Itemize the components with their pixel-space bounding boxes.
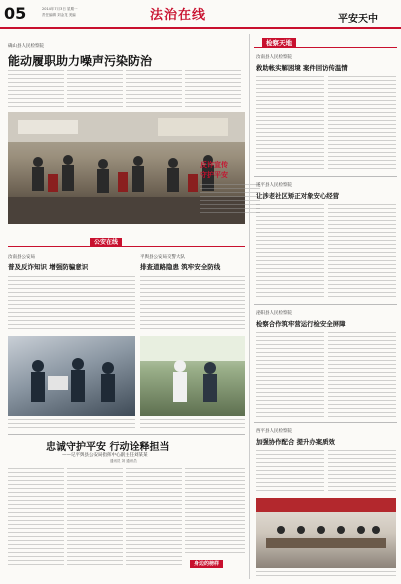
story3-headline: 排查道路隐患 筑牢安全防线 xyxy=(140,263,221,271)
traffic-police-illustration xyxy=(140,336,245,416)
right-story2-kicker: 遂平县人民检察院 xyxy=(256,183,292,188)
column-divider xyxy=(249,34,250,579)
right-story4-body-col2 xyxy=(328,450,396,494)
feature-byline: 通讯员 刘 通讯员 xyxy=(110,459,137,463)
feature-body-col2 xyxy=(67,468,123,568)
procuratorate-band-rule xyxy=(254,47,397,48)
right-story4-kicker: 西平县人民检察院 xyxy=(256,429,292,434)
feature-body-col4 xyxy=(185,468,245,556)
right-story3-body-col2 xyxy=(328,332,396,418)
story3-kicker: 平舆县公安局交警大队 xyxy=(140,255,185,260)
right-story3-body-col1 xyxy=(256,332,324,418)
right-story1-body-col1 xyxy=(256,76,324,172)
right-story3-kicker: 泌阳县人民检察院 xyxy=(256,311,292,316)
feature-divider xyxy=(8,434,245,435)
story1-body-col2 xyxy=(67,70,123,110)
story1-headline: 能动履职助力噪声污染防治 xyxy=(8,54,153,68)
date-line-2: 责任编辑 刘金龙 美编 xyxy=(42,13,76,17)
meeting-illustration xyxy=(256,498,396,568)
right-divider-1 xyxy=(254,176,397,177)
story3-body xyxy=(140,276,245,332)
bottom-link-label[interactable]: 身边的榜样 xyxy=(190,560,223,568)
right-story4-photo-caption xyxy=(256,571,396,579)
right-story2-headline: 让涉老社区矫正对象安心经营 xyxy=(256,192,340,200)
story2-headline: 普及反诈知识 增强防骗意识 xyxy=(8,263,89,271)
right-story1-body-col2 xyxy=(328,76,396,172)
story1-body-col1 xyxy=(8,70,64,110)
photo-overlay-title: 反诈宣传 守护平安 xyxy=(200,161,228,179)
masthead-rule xyxy=(0,27,401,29)
paper-title: 法治在线 xyxy=(150,8,207,23)
story1-body-col4 xyxy=(185,70,241,110)
section-title: 平安天中 xyxy=(338,14,378,25)
right-story2-body-col1 xyxy=(256,204,324,300)
feature-headline: 忠诚守护平安 行动诠释担当 xyxy=(46,442,170,453)
procuratorate-section-band: 检察天地 xyxy=(262,38,296,48)
right-divider-2 xyxy=(254,304,397,305)
story2-body xyxy=(8,276,135,332)
right-story3-headline: 检察合作筑牢营运行检安全屏障 xyxy=(256,320,346,328)
story1-kicker: 确山县人民检察院 xyxy=(8,44,44,49)
feature-subhead: ——记平舆县公安局指挥中心副主任刘某某 xyxy=(62,453,148,458)
right-story2-body-col2 xyxy=(328,204,396,300)
masthead xyxy=(0,0,401,30)
story1-body-col3 xyxy=(126,70,182,110)
police-section-band: 公安在线 xyxy=(90,238,122,247)
page-number: 05 xyxy=(4,4,27,23)
story2-kicker: 汝南县公安局 xyxy=(8,255,35,260)
right-story1-headline: 救助帐实解困境 案件回访传温情 xyxy=(256,64,348,72)
police-band-rule xyxy=(8,246,245,247)
story2-photo xyxy=(8,336,135,416)
right-story1-kicker: 汝南县人民检察院 xyxy=(256,55,292,60)
date-line-1: 2014年7月3日 星期一 xyxy=(42,7,78,11)
feature-body-col3 xyxy=(126,468,182,568)
right-story4-body-col1 xyxy=(256,450,324,494)
story3-photo xyxy=(140,336,245,416)
right-story4-photo xyxy=(256,498,396,568)
story1-photo-caption xyxy=(200,184,260,214)
right-divider-3 xyxy=(254,422,397,423)
story2-photo-caption xyxy=(8,419,135,431)
feature-body-col1 xyxy=(8,468,64,568)
story3-photo-caption xyxy=(140,419,245,431)
right-story4-headline: 加强协作配合 提升办案质效 xyxy=(256,438,335,446)
officers-illustration xyxy=(8,336,135,416)
